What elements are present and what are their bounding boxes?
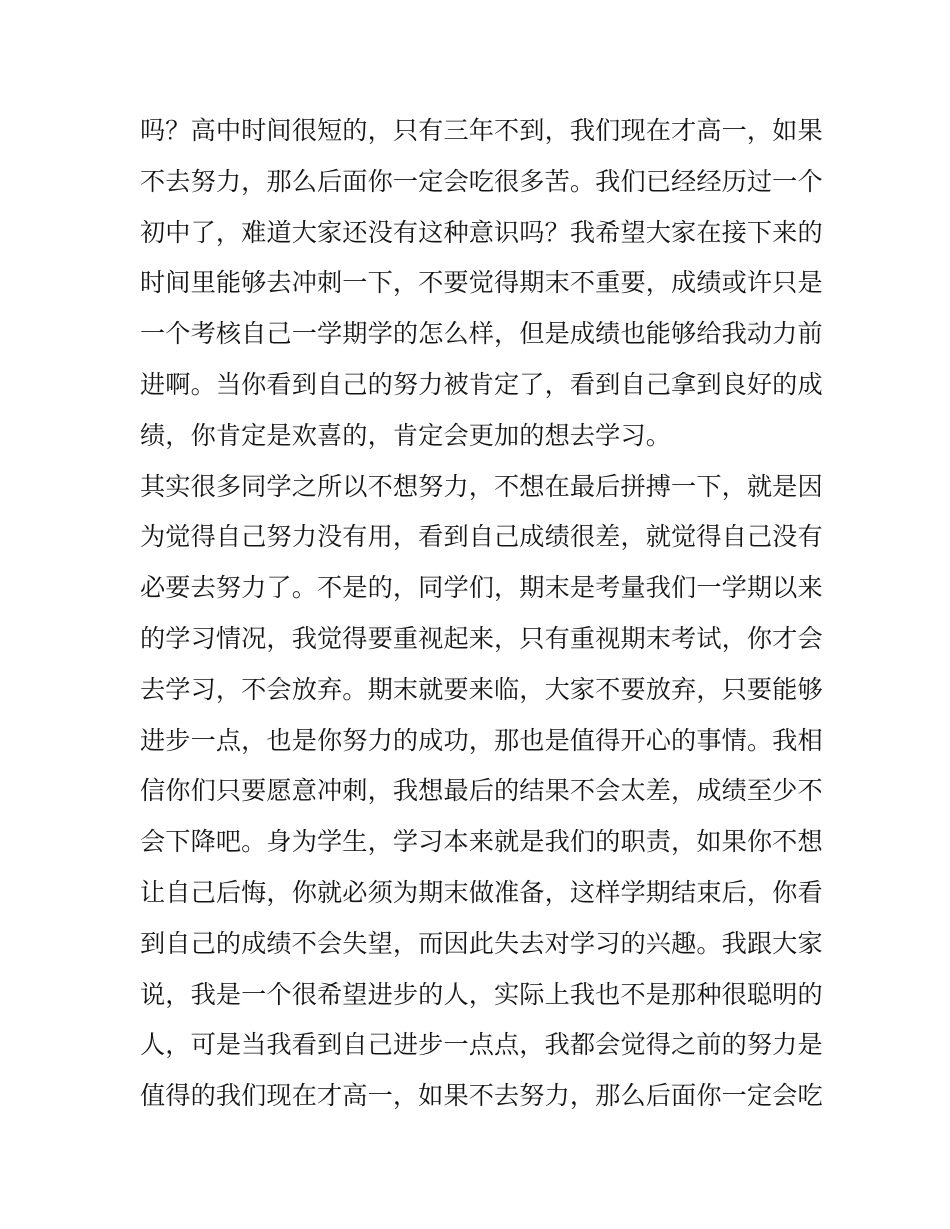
text-line: 一个考核自己一学期学的怎么样，但是成绩也能够给我动力前 (140, 319, 823, 349)
text-line: 绩，你肯定是欢喜的，肯定会更加的想去学习。 (140, 420, 672, 450)
text-line: 时间里能够去冲刺一下，不要觉得期末不重要，成绩或许只是 (140, 268, 823, 298)
text-line: 进步一点，也是你努力的成功，那也是值得开心的事情。我相 (140, 725, 823, 755)
text-line: 其实很多同学之所以不想努力，不想在最后拼搏一下，就是因 (140, 471, 823, 501)
text-line: 的学习情况，我觉得要重视起来，只有重视期末考试，你才会 (140, 623, 823, 653)
text-line: 说，我是一个很希望进步的人，实际上我也不是那种很聪明的 (140, 979, 823, 1009)
text-line: 吗？高中时间很短的，只有三年不到，我们现在才高一，如果 (140, 116, 823, 145)
text-line: 会下降吧。身为学生，学习本来就是我们的职责，如果你不想 (140, 827, 823, 857)
text-line: 让自己后悔，你就必须为期末做准备，这样学期结束后，你看 (140, 877, 823, 907)
text-line: 进啊。当你看到自己的努力被肯定了，看到自己拿到良好的成 (140, 369, 823, 399)
text-line: 必要去努力了。不是的，同学们，期末是考量我们一学期以来 (140, 573, 823, 603)
text-line: 初中了，难道大家还没有这种意识吗？我希望大家在接下来的 (140, 217, 823, 247)
body-text (140, 106, 823, 1122)
text-line: 信你们只要愿意冲刺，我想最后的结果不会太差，成绩至少不 (140, 776, 823, 806)
text-line: 到自己的成绩不会失望，而因此失去对学习的兴趣。我跟大家 (140, 928, 823, 958)
text-line: 值得的我们现在才高一，如果不去努力，那么后面你一定会吃 (140, 1081, 823, 1111)
text-line: 人，可是当我看到自己进步一点点，我都会觉得之前的努力是 (140, 1030, 823, 1060)
text-line: 不去努力，那么后面你一定会吃很多苦。我们已经经历过一个 (140, 166, 823, 196)
text-line: 为觉得自己努力没有用，看到自己成绩很差，就觉得自己没有 (140, 522, 823, 552)
text-line: 去学习，不会放弃。期末就要来临，大家不要放弃，只要能够 (140, 674, 823, 704)
